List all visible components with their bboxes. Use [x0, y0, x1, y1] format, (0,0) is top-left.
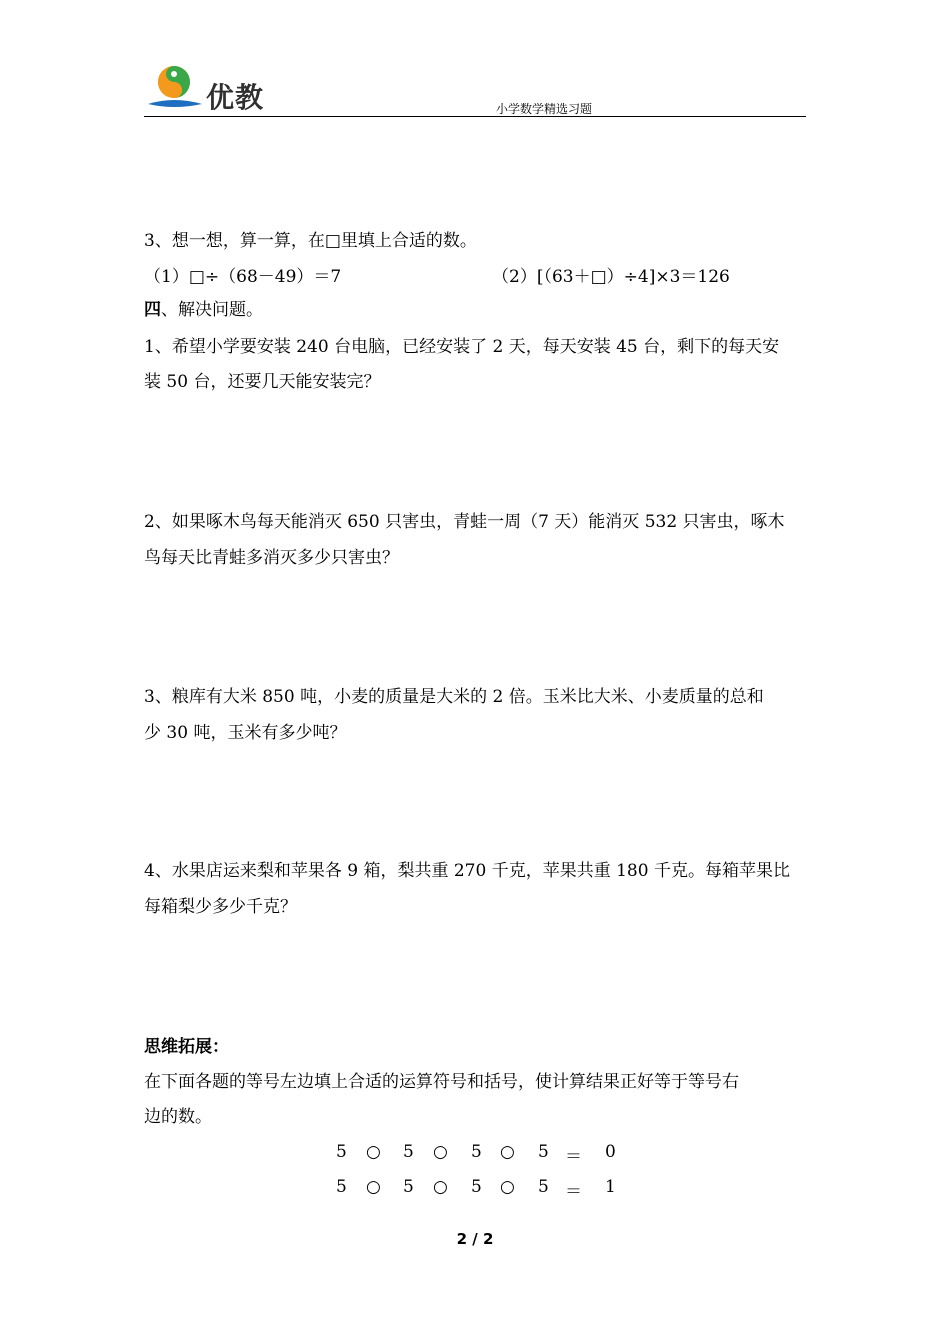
equation-token: 5 — [403, 1177, 414, 1197]
equation-row-2 — [330, 1177, 630, 1202]
equation-result: 0 — [605, 1142, 616, 1162]
equation-token: 5 — [538, 1177, 549, 1197]
page-header — [144, 62, 806, 118]
equation-row-1 — [330, 1142, 630, 1167]
equation-token: 5 — [538, 1142, 549, 1162]
extension-instruction-line-1: 在下面各题的等号左边填上合适的运算符号和括号，使计算结果正好等于等号右 — [144, 1072, 739, 1092]
equation-token: 5 — [336, 1177, 347, 1197]
equation-token: 5 — [471, 1177, 482, 1197]
section3-heading: 3、想一想，算一算，在□里填上合适的数。 — [144, 231, 477, 251]
header-divider — [144, 116, 806, 117]
equation-token: 5 — [336, 1142, 347, 1162]
problem-3-line-1: 3、粮库有大米 850 吨，小麦的质量是大米的 2 倍。玉米比大米、小麦质量的总和 — [144, 687, 764, 707]
operator-blank: ○ — [366, 1142, 381, 1162]
section4-heading — [144, 299, 809, 321]
operator-blank: ○ — [500, 1177, 515, 1197]
problem-4-line-2: 每箱梨少多少千克？ — [144, 897, 297, 917]
problem-4-line-1: 4、水果店运来梨和苹果各 9 箱，梨共重 270 千克，苹果共重 180 千克。每箱苹果比 — [144, 861, 790, 881]
problem-1-line-2: 装 50 台，还要几天能安装完？ — [144, 372, 381, 392]
extension-instruction-line-2: 边的数。 — [144, 1107, 212, 1127]
operator-blank: ○ — [500, 1142, 515, 1162]
equals-sign: ＝ — [565, 1147, 582, 1167]
section3-q1: （1）□÷（68－49）＝7 — [144, 267, 342, 287]
extension-heading: 思维拓展： — [144, 1037, 229, 1057]
page-number: 2 / 2 — [456, 1230, 494, 1248]
operator-blank: ○ — [366, 1177, 381, 1197]
logo-text: 优教 — [206, 81, 265, 114]
section4-heading-text: 、解决问题。 — [161, 300, 263, 320]
section3-q2: （2）[（63＋□）÷4]×3＝126 — [492, 267, 730, 287]
header-title: 小学数学精选习题 — [495, 102, 592, 116]
equation-token: 5 — [403, 1142, 414, 1162]
equals-sign: ＝ — [565, 1182, 582, 1202]
operator-blank: ○ — [433, 1142, 448, 1162]
equation-result: 1 — [605, 1177, 616, 1197]
equation-token: 5 — [471, 1142, 482, 1162]
problem-2-line-2: 鸟每天比青蛙多消灭多少只害虫？ — [144, 548, 399, 568]
problem-1-line-1: 1、希望小学要安装 240 台电脑，已经安装了 2 天，每天安装 45 台，剩下的每天安 — [144, 337, 780, 357]
problem-3-line-2: 少 30 吨，玉米有多少吨？ — [144, 723, 347, 743]
section4-heading-number: 四 — [144, 300, 161, 320]
operator-blank: ○ — [433, 1177, 448, 1197]
problem-2-line-1: 2、如果啄木鸟每天能消灭 650 只害虫，青蛙一周（7 天）能消灭 532 只害虫，啄木 — [144, 512, 785, 532]
